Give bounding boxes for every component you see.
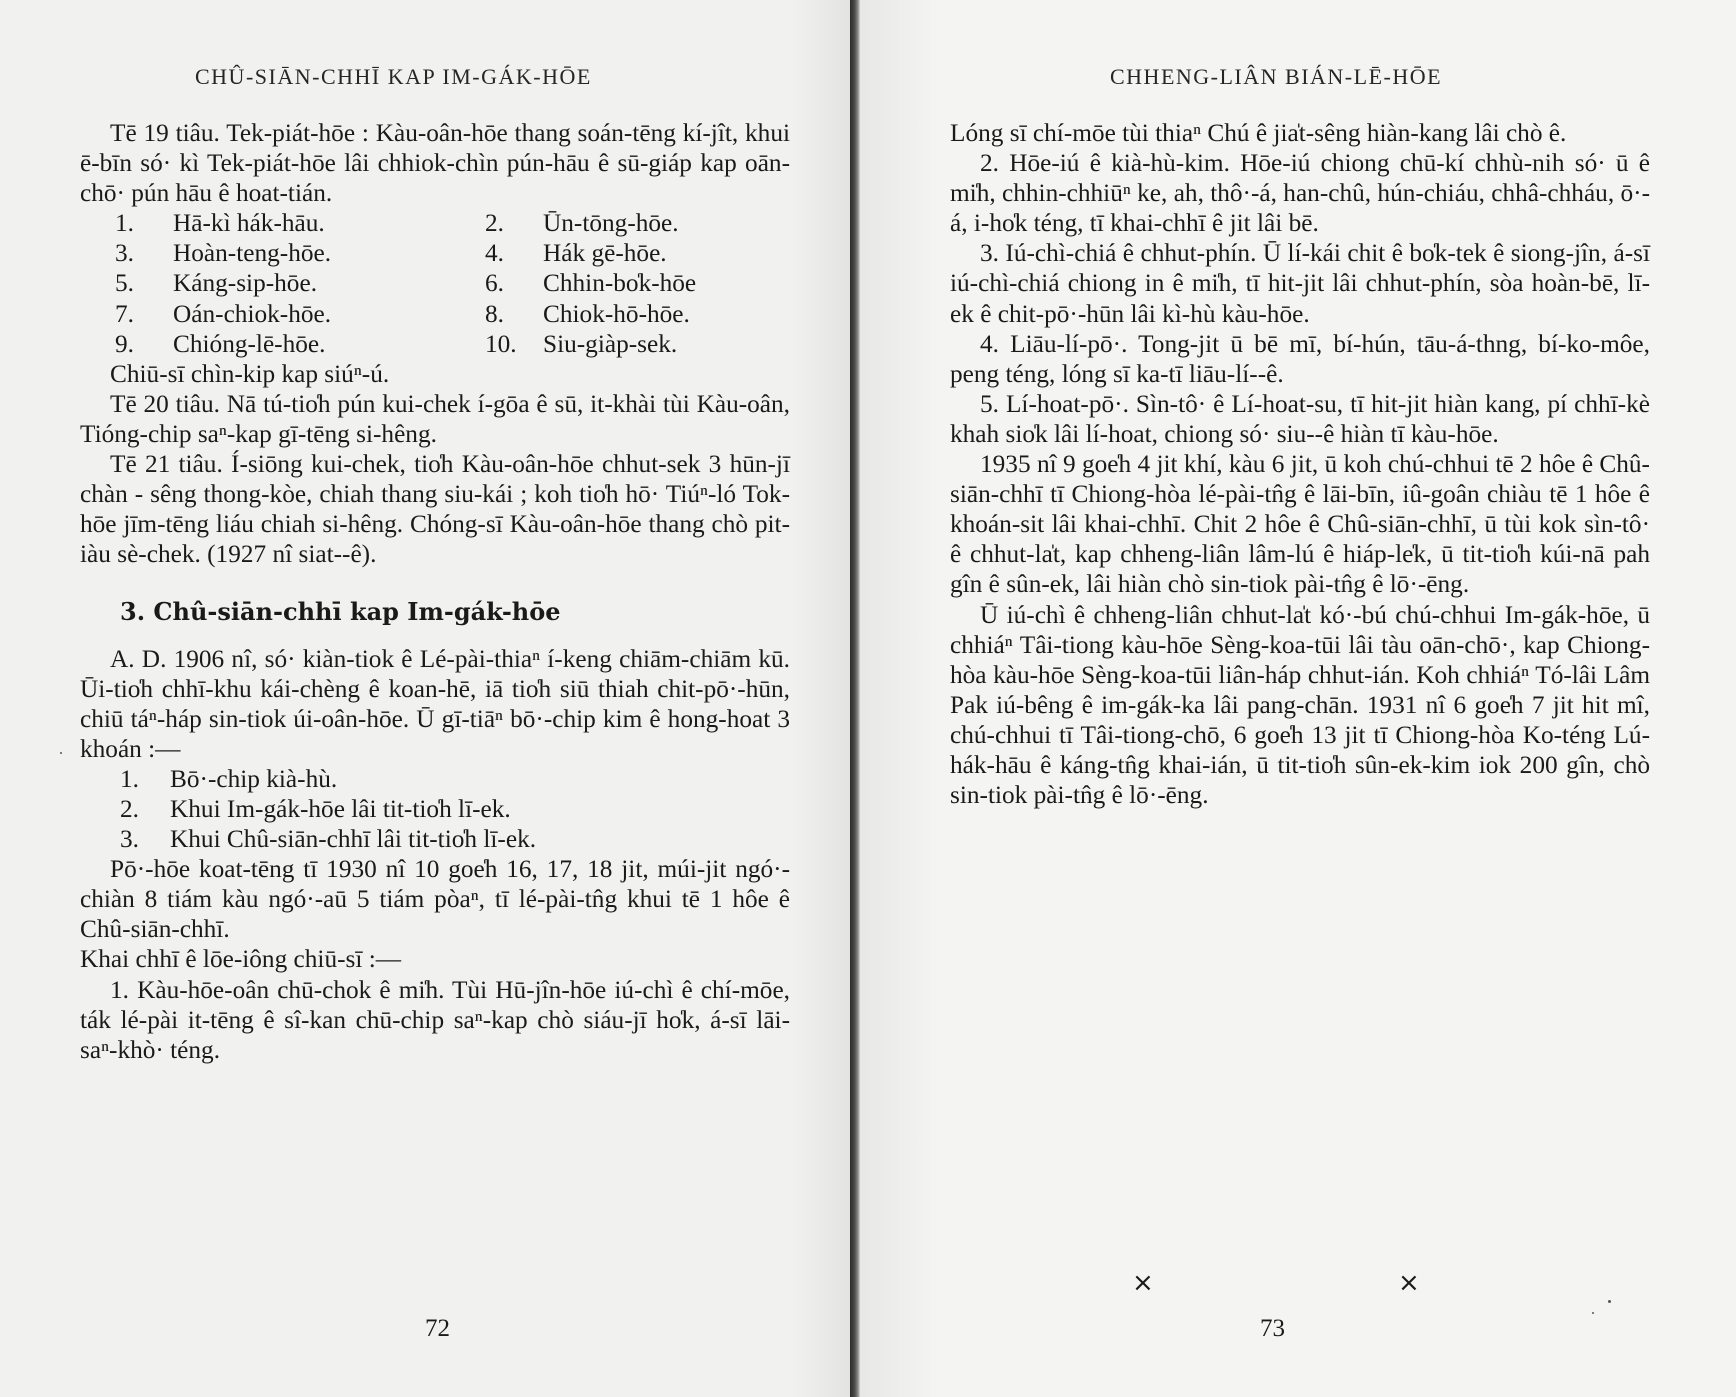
section-heading: 3. Chû-siān-chhī kap Im-gák-hōe — [120, 597, 561, 627]
paragraph-music-society: Ū iú-chì ê chheng-liân chhut-la̍t kó·-bú chú-chhui Im-gák-hōe, ū chhiáⁿ Tâi-tiong kàu-hōe Sèng-koa-tūi lâi tàu oān-chō·, kap Chiong-hòa kàu-hōe Sèng-koa-tūi liân-háp chhut-ián. Koh chhiáⁿ Tó-lâi Lâm Pak iú-bêng ê im-gák-ka lâi pang-chān. 1931 nî 6 goe̍h 7 jit hit mî, chú-chhui tī Tâi-tiong-chō, 6 goe̍h 13 jit tī Chiong-hòa Ko-téng Lú-hák-hāu ê káng-tn̂g khai-ián, ū tit-tio̍h sûn-ek-kim iok 200 gîn, chò sin-tiok pài-tn̂g ê lō·-ēng. — [950, 600, 1650, 810]
paper-speck — [1608, 1300, 1611, 1303]
book-gutter — [850, 0, 860, 1397]
market-item-1: 1. Kàu-hōe-oân chū-chok ê mi̍h. Tùi Hū-jîn-hōe iú-chì ê chí-mōe, ták lé-pài it-tēng ê sî-kan chū-chip saⁿ-kap chò siáu-jī ho̍k, á-sī lāi-saⁿ-khò· téng. — [80, 975, 790, 1064]
society-item: 2. Ūn-tōng-hōe. — [485, 209, 679, 238]
society-item: 1. Hā-kì hák-hāu. — [115, 209, 325, 238]
market-item-4: 4. Liāu-lí-pō·. Tong-jit ū bē mī, bí-hún, tāu-á-thng, bí-ko-môe, peng téng, lóng sī ka-tī liāu-lí--ê. — [950, 329, 1650, 388]
paper-speck — [1592, 1312, 1594, 1314]
right-page-body — [950, 118, 1650, 810]
society-item: 7. Oán-chiok-hōe. — [115, 299, 332, 328]
market-item-2: 2. Hōe-iú ê kià-hù-kim. Hōe-iú chiong chū-kí chhù-nih só· ū ê mi̍h, chhin-chhiūⁿ ke, ah, thô·-á, han-chû, hún-chiáu, chhâ-chháu, ō·-á, i-ho̍k téng, tī khai-chhī ê jit lâi bē. — [950, 149, 1650, 238]
left-page-body — [80, 118, 790, 1065]
paragraph-1906: A. D. 1906 nî, só· kiàn-tiok ê Lé-pài-thiaⁿ í-keng chiām-chiām kū. Ūi-tio̍h chhī-khu kái-chèng ê koan-hē, iā tio̍h siū thiah chit-pō·-hūn, chiū táⁿ-háp sin-tiok úi-oân-hōe. Ū gī-tiāⁿ bō·-chip kim ê hong-hoat 3 khoán :— — [80, 644, 790, 763]
society-list — [80, 208, 790, 358]
society-item: 8. Chiok-hō-hōe. — [485, 299, 690, 328]
society-item: 6. Chhin-bo̍k-hōe — [485, 269, 697, 298]
society-item: 4. Hák gē-hōe. — [485, 239, 667, 268]
article-21: Tē 21 tiâu. Í-siōng kui-chek, tio̍h Kàu-oân-hōe chhut-sek 3 hūn-jī chàn - sêng thong-kòe, chiah thang siu-kái ; koh tio̍h hō· Tiúⁿ-ló Tok-hōe jīm-tēng liáu chiah si-hêng. Chóng-sī Kàu-oân-hōe thang chò pit-iàu sè-chek. (1927 nî siat--ê). — [80, 450, 790, 569]
article-19: Tē 19 tiâu. Tek-piát-hōe : Kàu-oân-hōe thang soán-tēng kí-jît, khui ē-bīn só· kì Tek-piát-hōe lâi chhiok-chìn pún-hāu ê sū-giáp kap oān-chō· pún hāu ê hoat-tián. — [80, 119, 790, 208]
end-mark: × — [1398, 1268, 1420, 1298]
right-running-head: CHHENG-LIÂN BIÁN-LĒ-HŌE — [1110, 64, 1443, 89]
fundraising-list — [80, 764, 790, 854]
left-page-number: 72 — [425, 1315, 450, 1342]
paragraph-1935: 1935 nî 9 goe̍h 4 jit khí, kàu 6 jit, ū koh chú-chhui tē 2 hôe ê Chû-siān-chhī tī Chiong-hòa lé-pài-tn̂g ê lāi-bīn, iû-goân chiàu tē 1 hôe ê khoán-sit lâi khai-chhī. Chit 2 hôe ê Chû-siān-chhī, ū tùi kok sìn-tô· ê chhut-la̍t, kap chheng-liân lâm-lú ê hiáp-le̍k, ū tit-tio̍h kúi-nā pah gîn ê sûn-ek, lâi hiàn chò sin-tiok pài-tn̂g ê lō·-ēng. — [950, 450, 1650, 599]
society-item: 3. Hoàn-teng-hōe. — [115, 239, 332, 268]
left-running-head: CHÛ-SIĀN-CHHĪ KAP IM-GÁK-HŌE — [195, 64, 592, 89]
article-20: Tē 20 tiâu. Nā tú-tio̍h pún kui-chek í-gōa ê sū, it-khài tùi Kàu-oân, Tióng-chip saⁿ-kap gī-tēng si-hêng. — [80, 389, 790, 448]
paragraph-1930: Pō·-hōe koat-tēng tī 1930 nî 10 goe̍h 16, 17, 18 jit, múi-jit ngó·-chiàn 8 tiám kàu ngó·-aū 5 tiám pòaⁿ, tī lé-pài-tn̂g khui tē 1 hôe ê Chû-siān-chhī. — [80, 855, 790, 944]
end-mark: × — [1132, 1268, 1154, 1298]
market-item-3: 3. Iú-chì-chiá ê chhut-phín. Ū lí-kái chit ê bo̍k-tek ê siong-jîn, á-sī iú-chì-chiá chiong in ê mi̍h, tī hit-jit lâi chhut-phín, sòa hoàn-bē, lī-ek ê chit-pō·-hūn lâi kì-hù kàu-hōe. — [950, 239, 1650, 328]
society-item: 10. Siu-giàp-sek. — [485, 329, 678, 358]
after-list-line: Chiū-sī chìn-kip kap siúⁿ-ú. — [110, 359, 390, 388]
paragraph-contents: Khai chhī ê lōe-iông chiū-sī :— — [80, 945, 402, 974]
society-item: 9. Chióng-lē-hōe. — [115, 329, 326, 358]
list-item: 3. Khui Chû-siān-chhī lâi tit-tio̍h lī-ek. — [120, 825, 537, 854]
continued-paragraph: Lóng sī chí-mōe tùi thiaⁿ Chú ê jia̍t-sêng hiàn-kang lâi chò ê. — [950, 119, 1567, 147]
list-item: 1. Bō·-chip kià-hù. — [120, 764, 338, 793]
right-page-number: 73 — [1260, 1315, 1285, 1342]
paper-speck — [60, 752, 62, 754]
society-item: 5. Káng-sip-hōe. — [115, 269, 318, 298]
list-item: 2. Khui Im-gák-hōe lâi tit-tio̍h lī-ek. — [120, 794, 511, 823]
market-item-5: 5. Lí-hoat-pō·. Sìn-tô· ê Lí-hoat-su, tī hit-jit hiàn kang, pí chhī-kè khah sio̍k lâi lí-hoat, chiong só· siu--ê hiàn tī kàu-hōe. — [950, 389, 1650, 448]
